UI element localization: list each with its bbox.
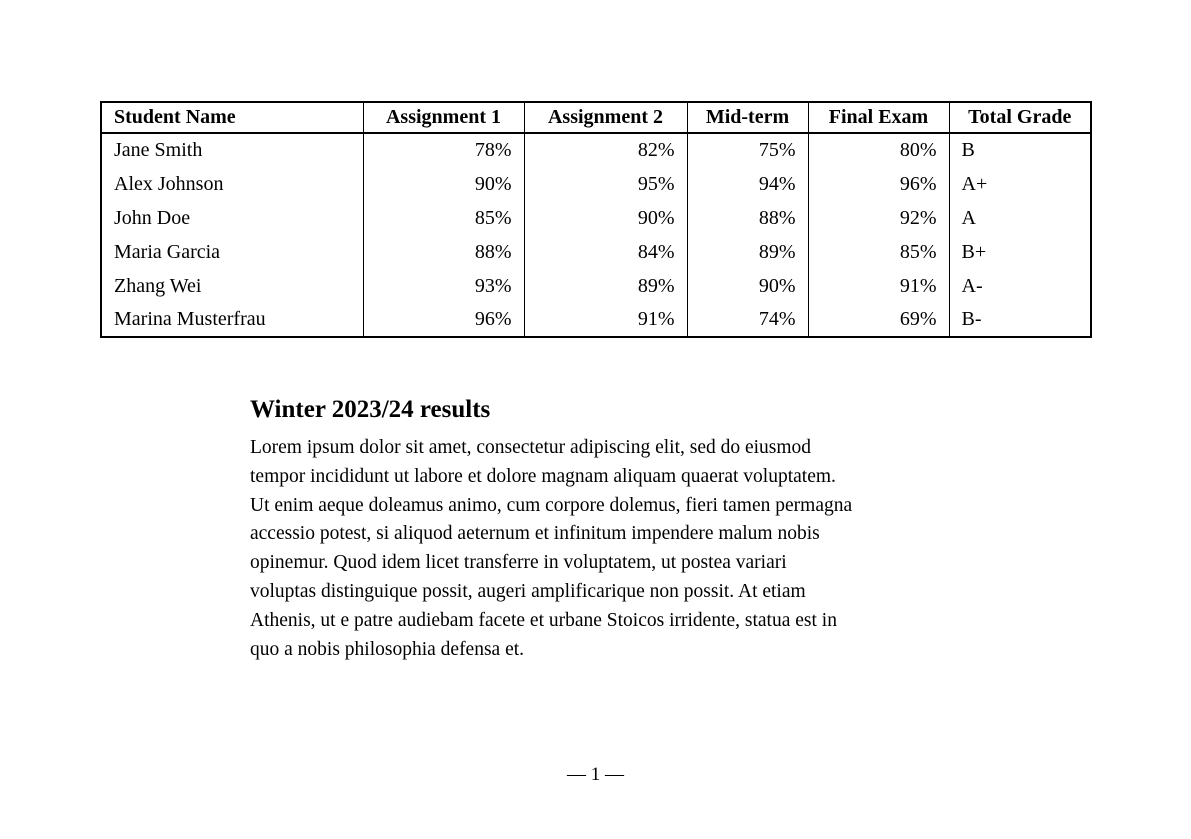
cell-mid-term: 89% bbox=[687, 235, 808, 269]
header-total-grade: Total Grade bbox=[949, 102, 1091, 133]
cell-assignment-1: 93% bbox=[363, 269, 524, 303]
table-row bbox=[101, 235, 1091, 269]
cell-assignment-2: 91% bbox=[524, 303, 687, 337]
cell-student-name: Zhang Wei bbox=[101, 269, 363, 303]
table-row bbox=[101, 133, 1091, 167]
grades-table-body bbox=[101, 133, 1091, 337]
cell-final-exam: 92% bbox=[808, 201, 949, 235]
table-row bbox=[101, 167, 1091, 201]
paragraph-line: tempor incididunt ut labore et dolore magnam aliquam quaerat voluptatem. bbox=[250, 465, 836, 487]
cell-mid-term: 75% bbox=[687, 133, 808, 167]
grades-table-header bbox=[101, 102, 1091, 133]
header-assignment-2: Assignment 2 bbox=[524, 102, 687, 133]
paragraph-line: Athenis, ut e patre audiebam facete et urbane Stoicos irridente, statua est in bbox=[250, 609, 837, 631]
cell-mid-term: 88% bbox=[687, 201, 808, 235]
header-mid-term: Mid-term bbox=[687, 102, 808, 133]
cell-assignment-1: 88% bbox=[363, 235, 524, 269]
cell-mid-term: 90% bbox=[687, 269, 808, 303]
cell-mid-term: 94% bbox=[687, 167, 808, 201]
paragraph-line: quo a nobis philosophia defensa et. bbox=[250, 638, 525, 660]
cell-final-exam: 96% bbox=[808, 167, 949, 201]
results-section bbox=[250, 394, 950, 664]
cell-total-grade: B- bbox=[949, 303, 1091, 337]
cell-assignment-2: 89% bbox=[524, 269, 687, 303]
page-number: — 1 — bbox=[567, 764, 624, 785]
cell-final-exam: 85% bbox=[808, 235, 949, 269]
section-paragraph bbox=[250, 434, 950, 664]
header-final-exam: Final Exam bbox=[808, 102, 949, 133]
cell-final-exam: 69% bbox=[808, 303, 949, 337]
paragraph-line: Ut enim aeque doleamus animo, cum corpore dolemus, fieri tamen permagna bbox=[250, 494, 853, 516]
cell-student-name: Alex Johnson bbox=[101, 167, 363, 201]
paragraph-line: Lorem ipsum dolor sit amet, consectetur adipiscing elit, sed do eiusmod bbox=[250, 437, 812, 458]
header-assignment-1: Assignment 1 bbox=[363, 102, 524, 133]
table-header-row bbox=[101, 102, 1091, 133]
cell-final-exam: 91% bbox=[808, 269, 949, 303]
cell-assignment-1: 78% bbox=[363, 133, 524, 167]
cell-mid-term: 74% bbox=[687, 303, 808, 337]
cell-assignment-2: 90% bbox=[524, 201, 687, 235]
grades-table bbox=[100, 101, 1092, 338]
cell-assignment-2: 95% bbox=[524, 167, 687, 201]
table-row bbox=[101, 269, 1091, 303]
cell-assignment-1: 96% bbox=[363, 303, 524, 337]
cell-assignment-2: 84% bbox=[524, 235, 687, 269]
cell-student-name: John Doe bbox=[101, 201, 363, 235]
section-title: Winter 2023/24 results bbox=[250, 396, 491, 423]
cell-student-name: Maria Garcia bbox=[101, 235, 363, 269]
cell-student-name: Jane Smith bbox=[101, 133, 363, 167]
cell-total-grade: B bbox=[949, 133, 1091, 167]
cell-assignment-2: 82% bbox=[524, 133, 687, 167]
cell-total-grade: B+ bbox=[949, 235, 1091, 269]
table-row bbox=[101, 201, 1091, 235]
cell-assignment-1: 85% bbox=[363, 201, 524, 235]
cell-student-name: Marina Musterfrau bbox=[101, 303, 363, 337]
paragraph-line: accessio potest, si aliquod aeternum et infinitum impendere malum nobis bbox=[250, 523, 820, 545]
cell-total-grade: A+ bbox=[949, 167, 1091, 201]
header-student-name: Student Name bbox=[101, 102, 363, 133]
paragraph-line: opinemur. Quod idem licet transferre in voluptatem, ut postea variari bbox=[250, 552, 787, 574]
cell-total-grade: A bbox=[949, 201, 1091, 235]
cell-total-grade: A- bbox=[949, 269, 1091, 303]
paragraph-line: voluptas distinguique possit, augeri amplificarique non possit. At etiam bbox=[250, 580, 806, 602]
cell-assignment-1: 90% bbox=[363, 167, 524, 201]
table-row bbox=[101, 303, 1091, 337]
cell-final-exam: 80% bbox=[808, 133, 949, 167]
